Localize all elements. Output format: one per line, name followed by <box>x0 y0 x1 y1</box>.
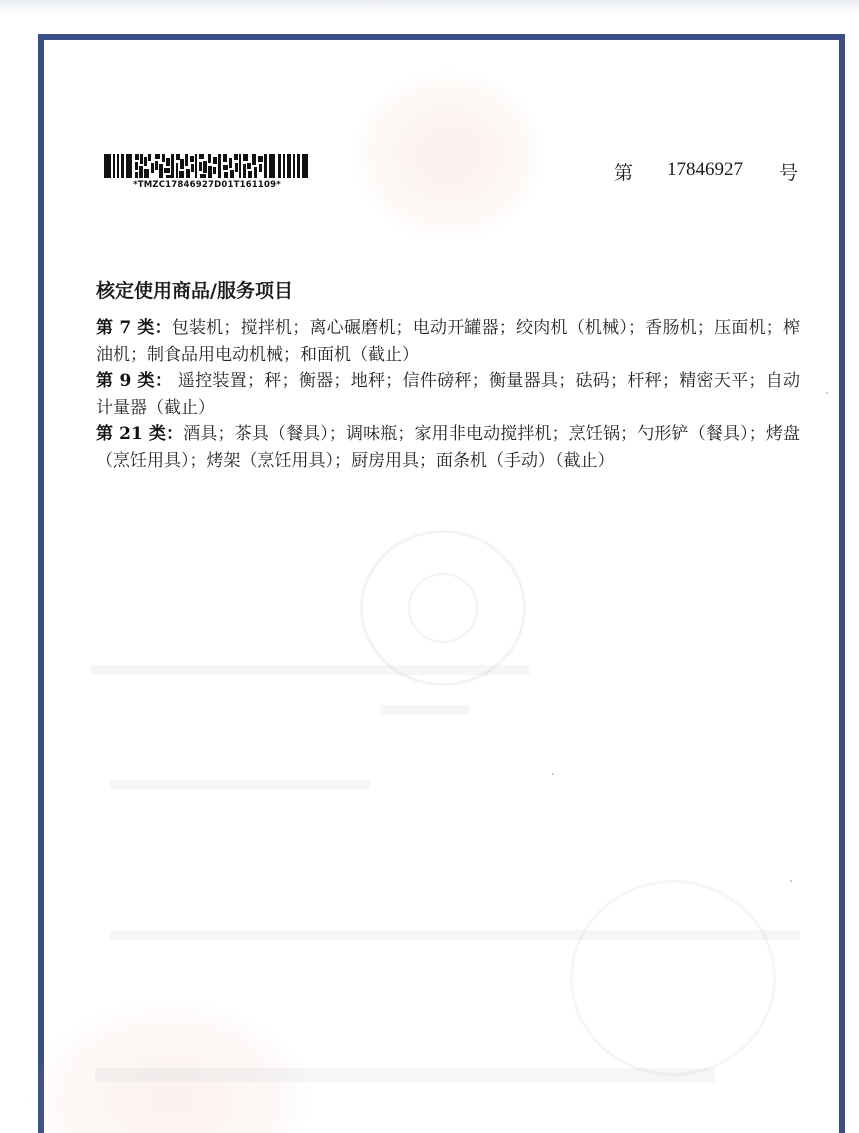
certificate-frame <box>38 34 845 1133</box>
scan-speck <box>826 392 828 394</box>
scan-speck <box>552 773 554 775</box>
goods-class-item <box>96 315 800 368</box>
barcode-image <box>104 154 308 178</box>
registration-number <box>614 158 804 184</box>
goods-heading: 核定使用商品/服务项目 <box>96 280 293 302</box>
goods-class-label: 第 9 类： <box>96 371 173 391</box>
scan-speck <box>790 880 792 882</box>
goods-class-items: 遥控装置；秤；衡器；地秤；信件磅秤；衡量器具；砝码；杆秤；精密天平；自动计量器（截止） <box>96 371 800 418</box>
goods-class-label: 第 7 类： <box>96 318 172 338</box>
goods-class-items: 包装机；搅拌机；离心碾磨机；电动开罐器；绞肉机（机械）；香肠机；压面机；榨油机；制食品用电动机械；和面机（截止） <box>96 318 800 365</box>
scan-edge <box>0 0 859 14</box>
registration-prefix: 第 <box>614 163 634 184</box>
goods-class-item <box>96 421 800 474</box>
goods-class-item <box>96 368 800 421</box>
registration-number-value: 17846927 <box>667 159 743 180</box>
goods-class-label: 第 21 类： <box>96 424 184 444</box>
barcode-block <box>104 154 310 190</box>
goods-class-items: 酒具；茶具（餐具）；调味瓶；家用非电动搅拌机；烹饪锅；勺形铲（餐具）；烤盘（烹饪用具）；烤架（烹饪用具）；厨房用具；面条机（手动）（截止） <box>96 424 800 471</box>
registration-suffix: 号 <box>779 163 799 184</box>
goods-list <box>96 315 800 474</box>
barcode-text: *TMZC17846927D01T161109* <box>133 180 281 190</box>
